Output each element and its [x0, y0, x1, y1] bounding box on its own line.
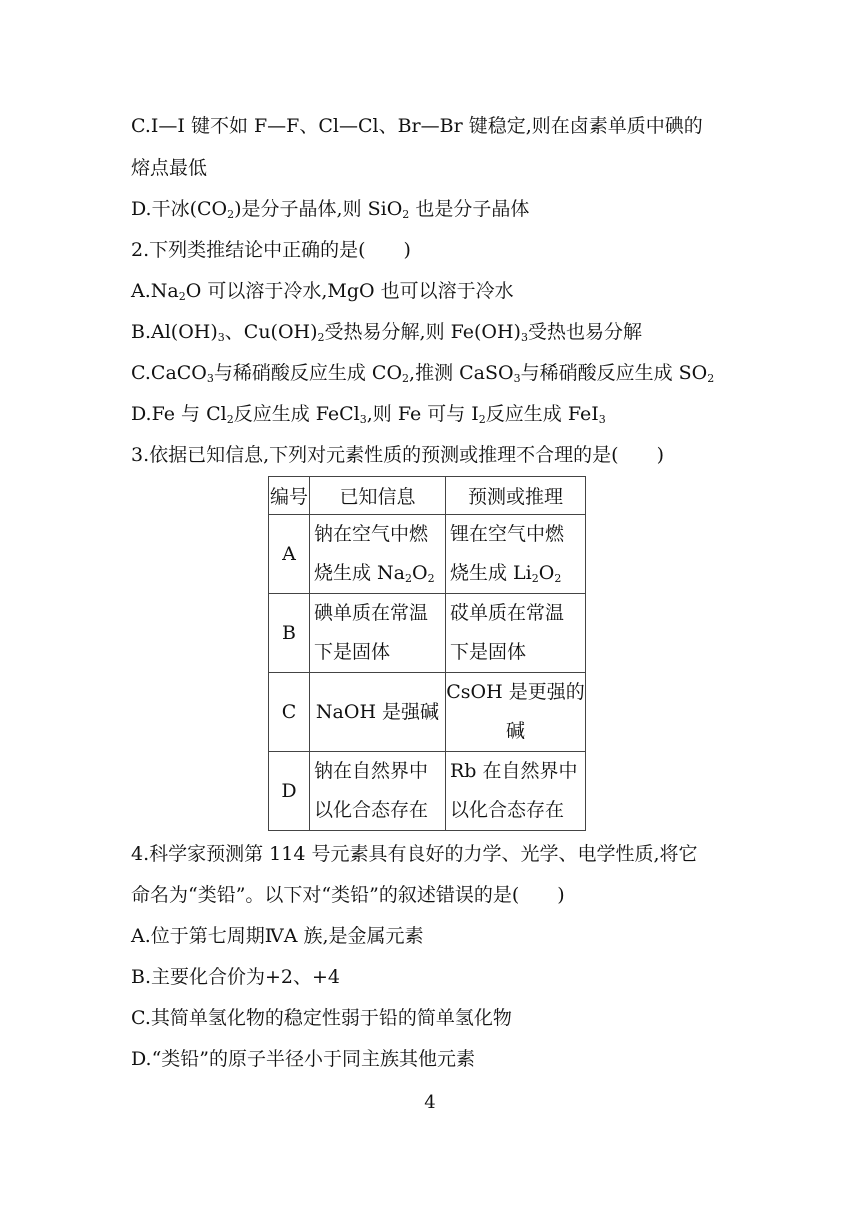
- header-cell-known: 已知信息: [310, 477, 446, 515]
- q1-option-c-line2: 熔点最低: [131, 157, 208, 179]
- q3-stem: 3.依据已知信息,下列对元素性质的预测或推理不合理的是( ): [131, 444, 664, 466]
- row-id-cell: B: [269, 594, 310, 673]
- q2-option-a: $A.Na_2O$ 可以溶于冷水,MgO 也可以溶于冷水: [131, 280, 514, 303]
- prediction-cell: 砹单质在常温 下是固体: [446, 594, 586, 673]
- header-cell-prediction: 预测或推理: [446, 477, 586, 515]
- page-number: 4: [424, 1092, 436, 1113]
- q3-table: [268, 476, 586, 831]
- table-row-c: [269, 673, 586, 752]
- known-info-cell: 碘单质在常温 下是固体: [310, 594, 446, 673]
- prediction-cell: Rb 在自然界中 以化合态存在: [446, 752, 586, 831]
- table-row-a: [269, 515, 586, 594]
- prediction-cell: CsOH 是更强的 碱: [446, 673, 586, 752]
- header-cell-id: 编号: [269, 477, 310, 515]
- table-row-d: [269, 752, 586, 831]
- q4-option-a: A.位于第七周期ⅣA 族,是金属元素: [131, 925, 424, 947]
- row-id-cell: A: [269, 515, 310, 594]
- q4-stem-line1: 4.科学家预测第 114 号元素具有良好的力学、光学、电学性质,将它: [131, 843, 698, 865]
- table-row-b: [269, 594, 586, 673]
- known-info-cell: NaOH 是强碱: [310, 673, 446, 752]
- known-info-cell: 钠在空气中燃 烧生成 $Na_2O_2$: [310, 515, 446, 594]
- q4-option-d: D.“类铅”的原子半径小于同主族其他元素: [131, 1048, 476, 1070]
- q1-option-c-line1: C.I—I 键不如 F—F、Cl—Cl、Br—Br 键稳定,则在卤素单质中碘的: [131, 115, 703, 137]
- q4-stem-line2: 命名为“类铅”。以下对“类铅”的叙述错误的是( ): [131, 884, 565, 906]
- q1-option-d: D.干冰$(CO_2)$是分子晶体,则 SiO$_2$ 也是分子晶体: [131, 198, 530, 221]
- row-id-cell: D: [269, 752, 310, 831]
- q2-option-d: D.Fe 与 $Cl_2$反应生成 FeCl$_3$,则 Fe 可与 $I_2$反应生成 FeI$_3$: [131, 403, 606, 426]
- q4-option-b: B.主要化合价为+2、+4: [131, 966, 341, 988]
- q4-option-c: C.其简单氢化物的稳定性弱于铅的简单氢化物: [131, 1007, 512, 1029]
- prediction-cell: 锂在空气中燃 烧生成 $Li_2O_2$: [446, 515, 586, 594]
- q2-option-b: $B.Al(OH)_3$、$Cu(OH)_2$受热易分解,则 $Fe(OH)_3$受热也易分解: [131, 321, 642, 344]
- q2-stem: 2.下列类推结论中正确的是( ): [131, 239, 411, 261]
- table-header-row: [269, 477, 586, 515]
- row-id-cell: C: [269, 673, 310, 752]
- known-info-cell: 钠在自然界中 以化合态存在: [310, 752, 446, 831]
- q2-option-c: C.CaCO$_3$与稀硝酸反应生成 $CO_2$,推测 CaSO$_3$与稀硝酸反应生成 $SO_2$: [131, 362, 715, 385]
